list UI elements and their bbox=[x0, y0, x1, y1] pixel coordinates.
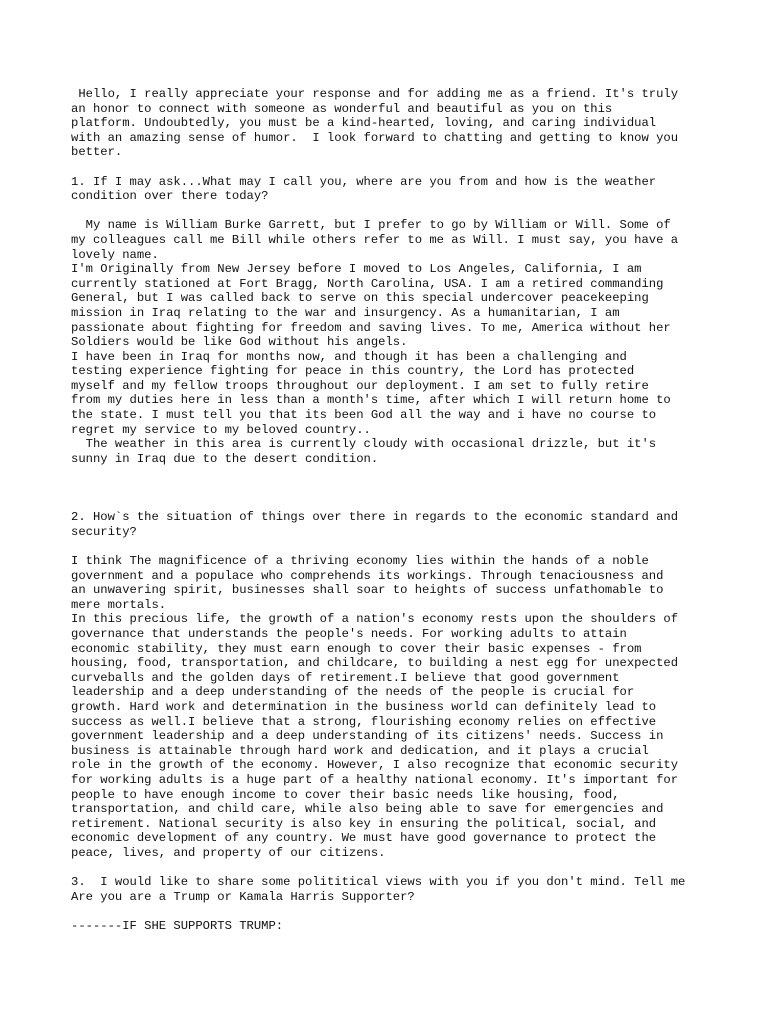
text-line: an unwavering spirit, businesses shall soar to heights of success unfathomable to bbox=[71, 583, 664, 598]
text-line: mere mortals. bbox=[71, 597, 167, 612]
text-line: people to have enough income to cover their basic needs like housing, food, bbox=[71, 787, 620, 802]
text-line: growth. Hard work and determination in the business world can definitely lead to bbox=[71, 699, 657, 714]
blank-line bbox=[71, 481, 711, 496]
text-line: retirement. National security is also key in ensuring the political, social, and bbox=[71, 816, 657, 831]
text-line: Soldiers would be like God without his angels. bbox=[71, 335, 408, 350]
text-line: passionate about fighting for freedom and saving lives. To me, America without her bbox=[71, 320, 671, 335]
blank-line bbox=[71, 904, 711, 919]
question-2: 2. How`s the situation of things over there in regards to the economic standard and bbox=[71, 510, 679, 525]
text-line: I have been in Iraq for months now, and though it has been a challenging and bbox=[71, 349, 627, 364]
blank-line bbox=[71, 466, 711, 481]
text-line: My name is William Burke Garrett, but I prefer to go by William or Will. Some of bbox=[71, 218, 671, 233]
text-line: governance that understands the people's needs. For working adults to attain bbox=[71, 626, 627, 641]
section-marker: -------IF SHE SUPPORTS TRUMP: bbox=[71, 918, 284, 933]
question-3: 3. I would like to share some polititical views with you if you don't mind. Tell me bbox=[71, 875, 686, 890]
text-line: economic development of any country. We must have good governance to protect the bbox=[71, 831, 657, 846]
text-line: currently stationed at Fort Bragg, North Carolina, USA. I am a retired commanding bbox=[71, 276, 664, 291]
text-line: regret my service to my beloved country.. bbox=[71, 422, 371, 437]
text-line: I think The magnificence of a thriving economy lies within the hands of a noble bbox=[71, 554, 649, 568]
text-line: lovely name. bbox=[71, 247, 159, 262]
text-line: role in the growth of the economy. However, I also recognize that economic security bbox=[71, 758, 679, 773]
text-line: economic stability, they must earn enough to cover their basic expenses - from bbox=[71, 641, 642, 656]
text-line: sunny in Iraq due to the desert condition. bbox=[71, 451, 379, 466]
blank-line bbox=[71, 539, 711, 554]
blank-line bbox=[71, 860, 711, 875]
text-line: myself and my fellow troops throughout our deployment. I am set to fully retire bbox=[71, 378, 649, 393]
question-1: 1. If I may ask...What may I call you, where are you from and how is the weather bbox=[71, 174, 657, 189]
text-line: The weather in this area is currently cloudy with occasional drizzle, but it's bbox=[71, 437, 657, 452]
text-line: Hello, I really appreciate your response and for adding me as a friend. It's truly bbox=[71, 87, 679, 101]
question-3: Are you are a Trump or Kamala Harris Supporter? bbox=[71, 889, 415, 904]
text-line: housing, food, transportation, and childcare, to building a nest egg for unexpected bbox=[71, 656, 679, 671]
text-line: I'm Originally from New Jersey before I moved to Los Angeles, California, I am bbox=[71, 262, 642, 277]
blank-line bbox=[71, 496, 711, 511]
text-line: transportation, and child care, while also being able to save for emergencies and bbox=[71, 802, 664, 817]
text-line: leadership and a deep understanding of the needs of the people is crucial for bbox=[71, 685, 635, 700]
text-line: with an amazing sense of humor. I look forward to chatting and getting to know you bbox=[71, 130, 679, 145]
blank-line bbox=[71, 204, 711, 219]
text-line: In this precious life, the growth of a nation's economy rests upon the shoulders of bbox=[71, 612, 679, 627]
text-line: from my duties here in less than a month's time, after which I will return home to bbox=[71, 393, 671, 408]
text-line: my colleagues call me Bill while others refer to me as Will. I must say, you have a bbox=[71, 232, 679, 247]
text-line: business is attainable through hard work and dedication, and it plays a crucial bbox=[71, 743, 649, 758]
text-line: the state. I must tell you that its been God all the way and i have no course to bbox=[71, 408, 657, 423]
text-line: for working adults is a huge part of a healthy national economy. It's important for bbox=[71, 772, 679, 787]
text-line: success as well.I believe that a strong, flourishing economy relies on effective bbox=[71, 714, 657, 729]
text-line: curveballs and the golden days of retirement.I believe that good government bbox=[71, 670, 620, 685]
blank-line bbox=[71, 160, 711, 175]
question-2: security? bbox=[71, 524, 137, 539]
text-line: an honor to connect with someone as wonderful and beautiful as you on this bbox=[71, 101, 613, 116]
text-line: peace, lives, and property of our citizens. bbox=[71, 845, 386, 860]
text-line: testing experience fighting for peace in this country, the Lord has protected bbox=[71, 364, 635, 379]
text-line: government leadership and a deep understanding of its citizens' needs. Success in bbox=[71, 729, 664, 744]
document-body bbox=[71, 87, 711, 933]
text-line: better. bbox=[71, 145, 123, 160]
text-line: platform. Undoubtedly, you must be a kind-hearted, loving, and caring individual bbox=[71, 116, 657, 131]
text-line: General, but I was called back to serve on this special undercover peacekeeping bbox=[71, 291, 649, 306]
question-1: condition over there today? bbox=[71, 189, 269, 204]
text-line: government and a populace who comprehends its workings. Through tenaciousness and bbox=[71, 568, 664, 583]
text-line: mission in Iraq relating to the war and insurgency. As a humanitarian, I am bbox=[71, 305, 620, 320]
